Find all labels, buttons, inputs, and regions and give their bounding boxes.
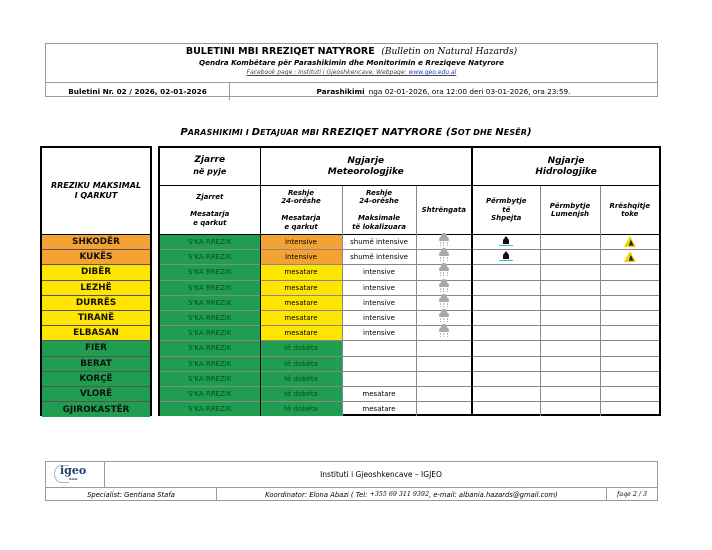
coordinator xyxy=(217,488,607,501)
river-flood-cell xyxy=(540,265,600,280)
header-line: Lumenjsh xyxy=(551,210,590,218)
bulletin-title xyxy=(46,46,657,58)
rain-max-cell xyxy=(342,371,416,386)
region-risk-cell: KORÇË xyxy=(42,372,150,387)
rain-max-cell: shumë intensive xyxy=(342,250,416,265)
header-line: të lokalizuara xyxy=(352,222,406,231)
title-text: BULETINI MBI RREZIQET NATYRORE xyxy=(185,46,375,57)
flood-icon xyxy=(499,251,513,262)
flood-icon xyxy=(499,236,513,247)
header-line: toke xyxy=(621,210,639,218)
header-line: Ngjarje xyxy=(547,155,585,166)
rain-max-cell: mesatare xyxy=(342,402,416,417)
title-part: ESËR xyxy=(503,128,528,137)
col-flash-floods xyxy=(472,186,540,235)
col-river-floods xyxy=(540,186,600,235)
river-flood-cell xyxy=(540,326,600,341)
storm-cell xyxy=(416,265,472,280)
landslide-cell xyxy=(600,371,659,386)
title-part: ) xyxy=(527,127,532,138)
hazard-table xyxy=(158,146,661,416)
landslide-cell xyxy=(600,356,659,371)
landslide-cell xyxy=(600,341,659,356)
river-flood-cell xyxy=(540,310,600,325)
rain-max-cell: intensive xyxy=(342,326,416,341)
fire-risk-cell: S'KA RREZIK xyxy=(160,402,260,417)
river-flood-cell xyxy=(540,235,600,250)
fire-risk-cell: S'KA RREZIK xyxy=(160,250,260,265)
header-title-block xyxy=(46,46,657,83)
col-landslides xyxy=(600,186,659,235)
table-row xyxy=(160,295,659,310)
header-line: Reshje xyxy=(287,188,315,197)
region-risk-cell: FIER xyxy=(42,341,150,356)
hazard-rows xyxy=(160,235,659,417)
region-risk-cell: DIBËR xyxy=(42,265,150,280)
flash-flood-cell xyxy=(472,402,540,417)
rain-avg-cell: mesatare xyxy=(260,295,342,310)
fire-risk-cell: S'KA RREZIK xyxy=(160,386,260,401)
coordinator-phone: +355 69 311 9392 xyxy=(369,491,429,498)
rain-cloud-icon xyxy=(438,235,450,247)
header-line: të xyxy=(502,205,511,214)
footer-top-row xyxy=(46,462,657,488)
rain-max-cell xyxy=(342,341,416,356)
landslide-cell xyxy=(600,326,659,341)
header-line: 24-orëshe xyxy=(281,197,321,206)
rain-avg-cell: të dobëta xyxy=(260,386,342,401)
landslide-cell xyxy=(600,280,659,295)
river-flood-cell xyxy=(540,402,600,417)
forecast-period-text: nga 02-01-2026, ora 12:00 deri 03-01-2026, ora 23:59. xyxy=(368,87,571,96)
header-line: Hidrologjike xyxy=(535,166,597,177)
title-part: ARASHIKIMI I xyxy=(187,128,252,137)
rain-avg-cell: mesatare xyxy=(260,280,342,295)
rain-max-cell xyxy=(342,356,416,371)
landslide-cell xyxy=(600,295,659,310)
landslide-cell xyxy=(600,386,659,401)
logo-text: igeo xyxy=(60,464,87,477)
rain-avg-cell: të dobëta xyxy=(260,341,342,356)
col-fires-avg xyxy=(160,186,260,235)
landslide-cell xyxy=(600,402,659,417)
flash-flood-cell xyxy=(472,235,540,250)
river-flood-cell xyxy=(540,280,600,295)
col-storms xyxy=(416,186,472,235)
header-line: Mesatarja xyxy=(281,214,321,223)
title-part: OT DHE xyxy=(457,128,496,137)
landslide-warning-icon xyxy=(624,236,636,247)
logo-caption-icon: ▬▬▬ xyxy=(69,477,78,481)
header-line: Rrëshqitje xyxy=(609,201,651,210)
title-part: ETAJUAR MBI xyxy=(260,128,322,137)
region-risk-cell: VLORË xyxy=(42,387,150,402)
landslide-cell xyxy=(600,265,659,280)
table-row xyxy=(160,356,659,371)
river-flood-cell xyxy=(540,341,600,356)
rain-max-cell: intensive xyxy=(342,280,416,295)
storm-cell xyxy=(416,402,472,417)
group-hydrological-events xyxy=(472,148,659,186)
regional-max-risk-header xyxy=(42,148,150,235)
header-line: Përmbytje xyxy=(486,197,527,206)
fire-risk-cell: S'KA RREZIK xyxy=(160,371,260,386)
forecast-label: Parashikimi xyxy=(316,87,365,96)
rain-max-cell: shumë intensive xyxy=(342,235,416,250)
rain-max-cell: intensive xyxy=(342,265,416,280)
header-line: e qarkut xyxy=(193,218,227,227)
storm-cell xyxy=(416,356,472,371)
header-line: RREZIKU MAKSIMAL xyxy=(50,181,142,190)
flash-flood-cell xyxy=(472,326,540,341)
landslide-cell xyxy=(600,235,659,250)
flash-flood-cell xyxy=(472,310,540,325)
rain-avg-cell: të dobëta xyxy=(260,402,342,417)
table-row xyxy=(160,326,659,341)
fire-risk-cell: S'KA RREZIK xyxy=(160,235,260,250)
fire-risk-cell: S'KA RREZIK xyxy=(160,295,260,310)
bulletin-header xyxy=(45,43,658,97)
bulletin-subtitle: Qendra Kombëtare për Parashikimin dhe Monitorimin e Rreziqeve Natyrore xyxy=(199,58,504,67)
fire-risk-cell: S'KA RREZIK xyxy=(160,356,260,371)
header-line: 24-orëshe xyxy=(359,197,399,206)
region-list xyxy=(42,235,150,417)
fire-risk-cell: S'KA RREZIK xyxy=(160,265,260,280)
region-risk-cell: BERAT xyxy=(42,357,150,372)
rain-cloud-icon xyxy=(438,281,450,293)
table-row xyxy=(160,371,659,386)
col-rain-24h-max xyxy=(342,186,416,235)
header-line: Meteorologjike xyxy=(327,166,404,177)
footer-bottom-row xyxy=(46,488,657,501)
region-risk-cell: KUKËS xyxy=(42,250,150,265)
table-row xyxy=(160,280,659,295)
rain-cloud-icon xyxy=(438,265,450,277)
storm-cell xyxy=(416,326,472,341)
coordinator-name: Koordinator: Elona Abazi ( Tel: xyxy=(265,490,368,499)
fire-risk-cell: S'KA RREZIK xyxy=(160,326,260,341)
igeo-logo xyxy=(46,462,105,487)
table-row xyxy=(160,250,659,265)
storm-cell xyxy=(416,371,472,386)
landslide-warning-icon xyxy=(624,251,636,262)
title-part: D xyxy=(251,127,261,138)
river-flood-cell xyxy=(540,386,600,401)
header-info-row xyxy=(46,83,657,100)
rain-cloud-icon xyxy=(438,296,450,308)
region-risk-cell: DURRËS xyxy=(42,296,150,311)
river-flood-cell xyxy=(540,250,600,265)
rain-max-cell: mesatare xyxy=(342,386,416,401)
col-rain-24h-avg xyxy=(260,186,342,235)
flash-flood-cell xyxy=(472,371,540,386)
rain-max-cell: intensive xyxy=(342,310,416,325)
fire-risk-cell: S'KA RREZIK xyxy=(160,341,260,356)
flash-flood-cell xyxy=(472,280,540,295)
group-forest-fires xyxy=(160,148,260,186)
title-english: (Bulletin on Natural Hazards) xyxy=(381,47,518,57)
flash-flood-cell xyxy=(472,341,540,356)
flash-flood-cell xyxy=(472,250,540,265)
rain-avg-cell: mesatare xyxy=(260,310,342,325)
page-number: faqe 2 / 3 xyxy=(617,491,647,498)
header-line: e qarkut xyxy=(284,222,318,231)
rain-avg-cell: të dobëta xyxy=(260,356,342,371)
header-line: Mesatarja xyxy=(190,210,230,218)
region-risk-cell: TIRANË xyxy=(42,311,150,326)
region-risk-cell: ELBASAN xyxy=(42,326,150,341)
fire-risk-cell: S'KA RREZIK xyxy=(160,310,260,325)
rain-avg-cell: intensive xyxy=(260,235,342,250)
rain-cloud-icon xyxy=(438,311,450,323)
storm-cell xyxy=(416,341,472,356)
flash-flood-cell xyxy=(472,356,540,371)
rain-avg-cell: mesatare xyxy=(260,265,342,280)
flash-flood-cell xyxy=(472,265,540,280)
river-flood-cell xyxy=(540,295,600,310)
title-part: P xyxy=(180,127,188,138)
facebook-link[interactable]: Facebook page : Instituti i Gjeoshkencave, Webpage: xyxy=(246,69,409,76)
flash-flood-cell xyxy=(472,386,540,401)
table-row xyxy=(160,402,659,417)
title-part: RREZIQET NATYRORE ( xyxy=(321,127,451,138)
institute-name: Instituti i Gjeoshkencave – IGJEO xyxy=(320,470,442,479)
header-line: Zjarre xyxy=(194,155,226,165)
title-part: N xyxy=(495,127,504,138)
fire-risk-cell: S'KA RREZIK xyxy=(160,280,260,295)
river-flood-cell xyxy=(540,356,600,371)
rain-cloud-icon xyxy=(438,250,450,262)
flash-flood-cell xyxy=(472,295,540,310)
region-risk-cell: LEZHË xyxy=(42,281,150,296)
landslide-cell xyxy=(600,250,659,265)
rain-avg-cell: intensive xyxy=(260,250,342,265)
landslide-cell xyxy=(600,310,659,325)
specialist: Specialist: Gentiana Stafa xyxy=(46,488,217,501)
storm-cell xyxy=(416,280,472,295)
region-risk-cell: SHKODËR xyxy=(42,235,150,250)
table-row xyxy=(160,265,659,280)
bulletin-footer xyxy=(45,461,658,501)
rain-avg-cell: mesatare xyxy=(260,326,342,341)
header-line: I QARKUT xyxy=(74,191,118,200)
section-title xyxy=(0,127,712,138)
header-links xyxy=(46,68,657,77)
coordinator-email: , e-mail: albania.hazards@gmail.com) xyxy=(428,490,558,499)
bulletin-number: Buletini Nr. 02 / 2026, 02-01-2026 xyxy=(46,83,230,100)
header-line: Përmbytje xyxy=(549,201,591,210)
header-line: Shtrëngata xyxy=(421,205,466,214)
rain-cloud-icon xyxy=(438,326,450,338)
website-link[interactable]: www.geo.edu.al xyxy=(408,69,457,76)
storm-cell xyxy=(416,386,472,401)
title-part: S xyxy=(450,127,458,138)
header-line: Zjarret xyxy=(196,193,224,201)
header-line: Shpejta xyxy=(491,214,522,223)
header-line: Ngjarje xyxy=(347,155,385,166)
river-flood-cell xyxy=(540,371,600,386)
group-meteorological-events xyxy=(260,148,472,186)
forecast-period xyxy=(230,83,657,100)
table-row xyxy=(160,235,659,250)
rain-max-cell: intensive xyxy=(342,295,416,310)
region-risk-cell: GJIROKASTËR xyxy=(42,402,150,417)
header-line: Reshje xyxy=(365,188,393,197)
table-row xyxy=(160,341,659,356)
table-row xyxy=(160,386,659,401)
header-line: në pyje xyxy=(193,167,227,176)
header-line: Maksimale xyxy=(357,214,401,223)
rain-avg-cell: të dobëta xyxy=(260,371,342,386)
regional-max-risk-column xyxy=(40,146,152,416)
table-row xyxy=(160,310,659,325)
